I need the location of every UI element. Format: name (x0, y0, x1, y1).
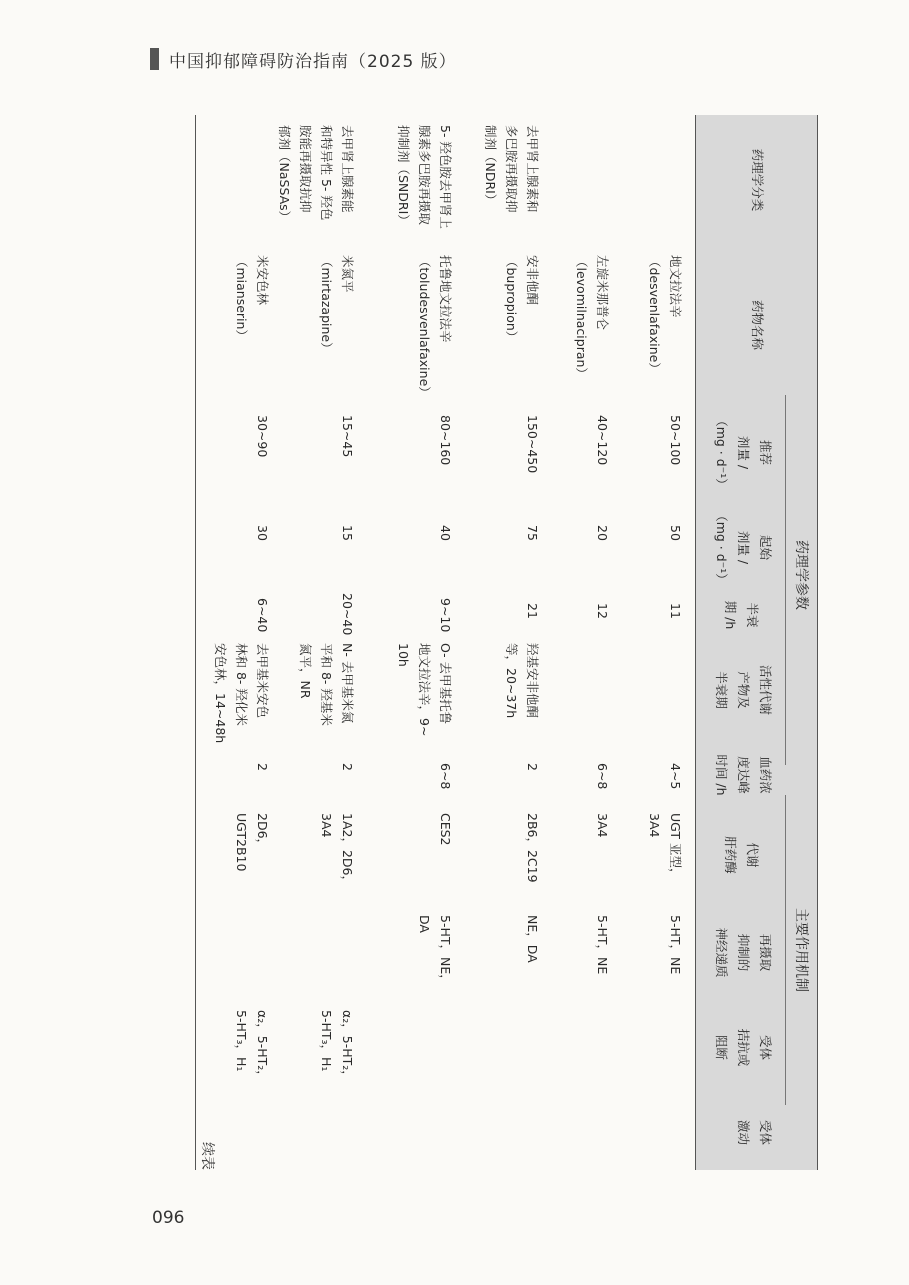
cell-tmax: 2 (340, 763, 355, 771)
col-header-active-metabolite: 活性代谢 产物及 半衰期 (714, 664, 773, 715)
cell-class: 去甲肾上腺素能 和特异性 5- 羟色 胺能再摄取抗抑 郁剂（NaSSAs） (277, 125, 355, 224)
cell-drug: 左旋米那普仑 （levomilnacipran） (574, 255, 610, 380)
cell-active-metabolite: 去甲基米安色 林和 8- 羟化米 安色林，14~48h (213, 643, 270, 744)
col-header-drug: 药物名称 (750, 299, 765, 350)
cell-start-dose: 40 (438, 525, 453, 541)
page-number: 096 (152, 1208, 185, 1228)
running-head-title: 中国抑郁障碍防治指南（2025 版） (169, 51, 457, 72)
col-header-liver-enzyme: 代谢 肝药酶 (723, 836, 760, 874)
cell-tmax: 2 (525, 763, 540, 771)
col-header-agonist: 受体 激动 (736, 1119, 773, 1145)
cell-drug: 米氮平 （mirtazapine） (319, 255, 355, 355)
cell-start-dose: 20 (595, 525, 610, 541)
running-head-bar (150, 48, 159, 70)
cell-reuptake: 5-HT，NE， DA (417, 915, 453, 987)
group-header-pharmacology: 药理学参数 (793, 540, 809, 610)
col-header-reuptake: 再摄取 抑制的 神经递质 (714, 927, 773, 978)
cell-start-dose: 50 (668, 525, 683, 541)
cell-tmax: 6~8 (595, 763, 610, 790)
cell-rec-dose: 150~450 (525, 415, 540, 474)
col-header-rec-dose: 推荐 剂量 / （mg · d⁻¹） (714, 414, 773, 491)
col-header-tmax: 血药浓 度达峰 时间 /h (714, 754, 773, 796)
group-rule-pharmacology (785, 395, 786, 765)
cell-reuptake: 5-HT，NE (668, 915, 683, 975)
cell-liver-enzyme: CES2 (438, 813, 453, 846)
cell-start-dose: 30 (255, 525, 270, 541)
cell-active-metabolite: 羟基安非他酮 等，20~37h (504, 643, 540, 719)
col-header-half-life: 半衰 期 /h (723, 600, 760, 630)
cell-antagonist: α₂，5-HT₂， 5-HT₃，H₁ (319, 1010, 355, 1083)
cell-half-life: 6~40 (255, 598, 270, 633)
table-top-rule (817, 115, 818, 1170)
cell-antagonist: α₂，5-HT₂， 5-HT₃，H₁ (234, 1010, 270, 1083)
cell-rec-dose: 15~45 (340, 415, 355, 458)
table-bottom-rule (195, 115, 196, 1170)
cell-rec-dose: 80~160 (438, 415, 453, 466)
running-head (150, 44, 457, 74)
table-header-rule (695, 115, 696, 1170)
cell-class: 去甲肾上腺素和 多巴胺再摄取抑 制剂（NDRI） (483, 125, 540, 213)
cell-rec-dose: 50~100 (668, 415, 683, 466)
cell-reuptake: 5-HT，NE (595, 915, 610, 975)
cell-liver-enzyme: 3A4 (595, 813, 610, 838)
cell-active-metabolite: O- 去甲基托鲁 地文拉法辛，9~ 10h (396, 643, 453, 737)
table-continuation-label: 续表 (199, 1142, 215, 1170)
group-header-mechanism: 主要作用机制 (793, 908, 809, 992)
cell-tmax: 2 (255, 763, 270, 771)
cell-liver-enzyme: 2B6，2C19 (525, 813, 540, 883)
cell-drug: 地文拉法辛 （desvenlafaxine） (647, 255, 683, 375)
cell-rec-dose: 40~120 (595, 415, 610, 466)
cell-drug: 安非他酮 （bupropion） (504, 255, 540, 344)
col-header-antagonist: 受体 拮抗或 阻断 (714, 1028, 773, 1067)
cell-tmax: 4~5 (668, 763, 683, 790)
cell-half-life: 12 (595, 603, 610, 619)
cell-liver-enzyme: 1A2，2D6， 3A4 (319, 813, 355, 888)
cell-start-dose: 75 (525, 525, 540, 541)
cell-reuptake: NE，DA (525, 915, 540, 963)
cell-rec-dose: 30~90 (255, 415, 270, 458)
cell-half-life: 21 (525, 603, 540, 619)
cell-half-life: 9~10 (438, 598, 453, 633)
col-header-start-dose: 起始 剂量 / （mg · d⁻¹） (714, 509, 773, 586)
cell-class: 5- 羟色胺去甲肾上 腺素多巴胺再摄取 抑制剂（SNDRI） (396, 125, 453, 229)
cell-liver-enzyme: 2D6， UGT2B10 (234, 813, 270, 872)
cell-liver-enzyme: UGT 亚型， 3A4 (647, 813, 683, 881)
cell-half-life: 20~40 (340, 593, 355, 636)
group-rule-mechanism (785, 795, 786, 1105)
cell-active-metabolite: N- 去甲基米氮 平和 8- 羟基米 氮平，NR (298, 643, 355, 726)
cell-tmax: 6~8 (438, 763, 453, 790)
drug-table (178, 115, 818, 1170)
cell-half-life: 11 (668, 603, 683, 619)
cell-drug: 米安色林 （mianserin） (234, 255, 270, 342)
col-header-class: 药理学分类 (750, 148, 765, 212)
cell-start-dose: 15 (340, 525, 355, 541)
cell-drug: 托鲁地文拉法辛 （toludesvenlafaxine） (417, 255, 453, 399)
